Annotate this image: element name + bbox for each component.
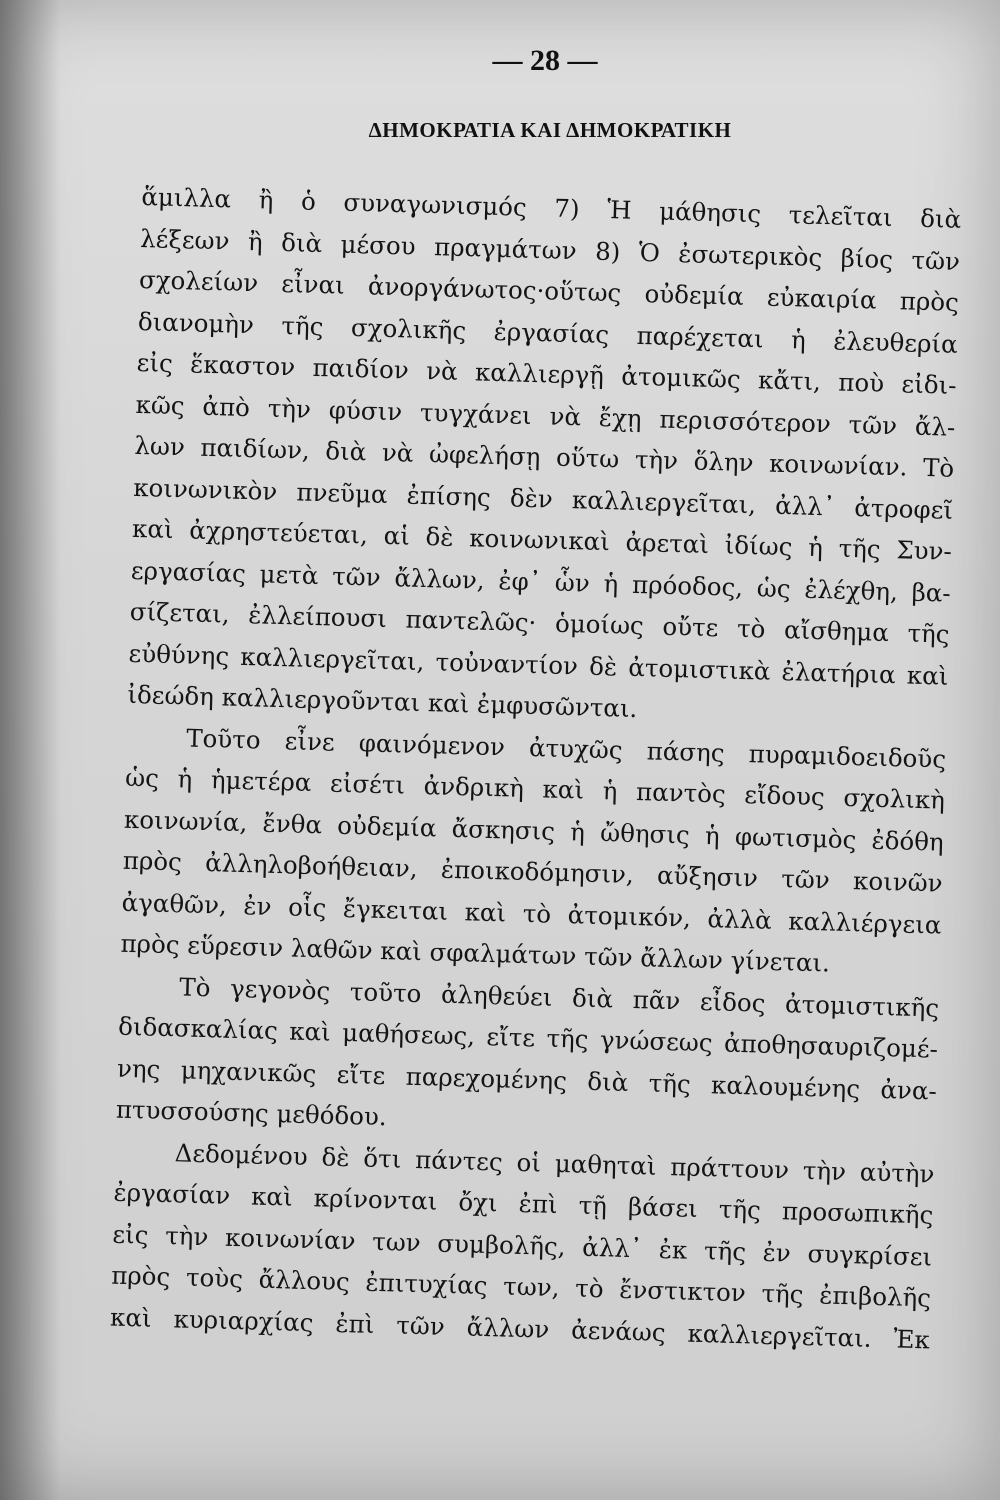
text-line: ἀγαθῶν, ἐν οἷς ἔγκειται καὶ τὸ ἀτομικόν, ἀλλὰ καλλιέργεια bbox=[121, 887, 942, 940]
page-number: — 28 — bbox=[492, 44, 598, 77]
text-line: πρὸς ἀλληλοβοήθειαν, ἐποικοδόμησιν, αὔξησιν τῶν κοινῶν bbox=[122, 845, 943, 898]
text-line: ἐργασίαν καὶ κρίνονται ὄχι ἐπὶ τῇ βάσει τῆς προσωπικῆς bbox=[113, 1177, 934, 1230]
text-line: κοινωνικὸν πνεῦμα ἐπίσης δὲν καλλιεργεῖται, ἀλλ᾽ ἀτροφεῖ bbox=[132, 472, 954, 525]
text-line: λων παιδίων, διὰ νὰ ὠφελήσῃ οὕτω τὴν ὅλην κοινωνίαν. Τὸ bbox=[134, 430, 955, 483]
text-line: εργασίας μετὰ τῶν ἄλλων, ἐφ᾽ ὧν ἡ πρόοδος, ὡς ἐλέχθη, βα- bbox=[130, 555, 952, 608]
text-line: ὡς ἡ ἡμετέρα εἰσέτι ἀνδρικὴ καὶ ἡ παντὸς εἴδους σχολικὴ bbox=[124, 762, 946, 815]
text-line: πρὸς εὕρεσιν λαθῶν καὶ σφαλμάτων τῶν ἄλλων γίνεται. bbox=[120, 928, 831, 978]
body-text bbox=[110, 176, 962, 1360]
text-line: νης μηχανικῶς εἴτε παρεχομένης διὰ τῆς καλουμένης ἀνα- bbox=[116, 1053, 938, 1106]
text-line: ἰδεώδη καλλιεργοῦνται καὶ ἐμφυσῶνται. bbox=[127, 679, 638, 724]
text-line: εἰς τὴν κοινωνίαν των συμβολῆς, ἀλλ᾽ ἐκ τῆς ἐν συγκρίσει bbox=[112, 1219, 933, 1271]
text-line: διδασκαλίας καὶ μαθήσεως, εἴτε τῆς γνώσεως ἀποθησαυριζομέ- bbox=[117, 1011, 939, 1064]
text-line: κῶς ἀπὸ τὴν φύσιν τυγχάνει νὰ ἔχῃ περισσότερον τῶν ἄλ- bbox=[135, 389, 956, 442]
text-line: σχολείων εἶναι ἀνοργάνωτος·οὕτως οὐδεμία εὐκαιρία πρὸς bbox=[138, 264, 960, 317]
running-head: ΔΗΜΟΚΡΑΤΙΑ ΚΑΙ ΔΗΜΟΚΡΑΤΙΚΗ bbox=[368, 118, 732, 142]
text-line: εὐθύνης καλλιεργεῖται, τοὐναντίον δὲ ἀτομιστικὰ ἐλατήρια καὶ bbox=[128, 638, 949, 691]
text-line: Δεδομένου δὲ ὅτι πάντες οἱ μαθηταὶ πράττουν τὴν αὐτὴν bbox=[174, 1137, 935, 1189]
text-line: Τοῦτο εἶνε φαινόμενον ἀτυχῶς πάσης πυραμιδοειδοῦς bbox=[185, 722, 947, 774]
text-line: καὶ ἀχρηστεύεται, αἱ δὲ κοινωνικαὶ ἀρεταὶ ἰδίως ἡ τῆς Συν- bbox=[131, 513, 953, 566]
text-line: καὶ κυριαρχίας ἐπὶ τῶν ἄλλων ἀενάως καλλιεργεῖται. Ἐκ bbox=[109, 1302, 931, 1354]
text-line: πρὸς τοὺς ἄλλους ἐπιτυχίας των, τὸ ἔνστικτον τῆς ἐπιβολῆς bbox=[110, 1260, 932, 1313]
text-line: Τὸ γεγονὸς τοῦτο ἀληθεύει διὰ πᾶν εἶδος ἀτομιστικῆς bbox=[178, 971, 940, 1023]
text-line: διανομὴν τῆς σχολικῆς ἐργασίας παρέχεται ἡ ἐλευθερία bbox=[137, 306, 959, 359]
text-line: λέξεων ἢ διὰ μέσου πραγμάτων 8) Ὁ ἐσωτερικὸς βίος τῶν bbox=[139, 223, 961, 276]
text-line: ἅμιλλα ἢ ὁ συναγωνισμός 7) Ἡ μάθησις τελεῖται διὰ bbox=[141, 181, 962, 234]
text-line: εἰς ἕκαστον παιδίον νὰ καλλιεργῇ ἀτομικῶς κἄτι, ποὺ εἰδι- bbox=[136, 347, 957, 400]
text-line: πτυσσούσης μεθόδου. bbox=[115, 1094, 388, 1132]
text-line: κοινωνία, ἔνθα οὐδεμία ἄσκησις ἡ ὤθησις ἡ φωτισμὸς ἐδόθη bbox=[123, 804, 945, 857]
text-line: σίζεται, ἐλλείπουσι παντελῶς· ὁμοίως οὔτε τὸ αἴσθημα τῆς bbox=[129, 596, 950, 649]
binding-shadow bbox=[0, 0, 60, 1500]
